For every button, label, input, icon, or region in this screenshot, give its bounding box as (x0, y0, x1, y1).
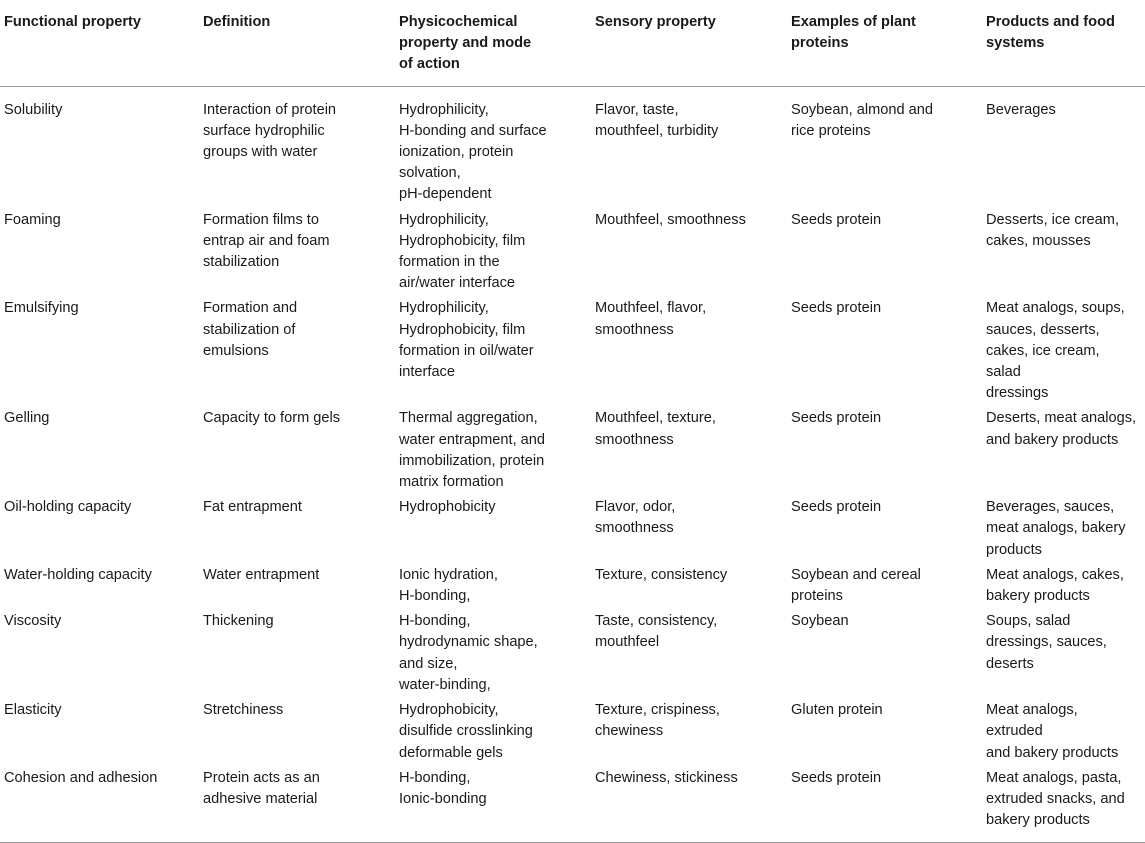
cell-definition: Interaction of protein surface hydrophilic groups with water (203, 101, 337, 161)
cell-products: Soups, salad dressings, sauces, deserts (986, 613, 1107, 672)
cell-examples: Seeds protein (791, 300, 882, 317)
header-physicochemical: Physicochemical property and mode of action (395, 4, 591, 86)
cell-definition: Formation films to entrap air and foam stabilization (203, 211, 330, 271)
table-row (0, 610, 1145, 699)
cell-physicochemical: Hydrophobicity, disulfide crosslinking deformable gels (399, 702, 533, 761)
cell-definition: Stretchiness (203, 702, 284, 719)
table-row (0, 564, 1145, 610)
cell-physicochemical: Hydrophilicity, Hydrophobicity, film formation in oil/water interface (399, 300, 534, 381)
cell-functional-property: Oil-holding capacity (4, 499, 132, 516)
cell-examples: Soybean and cereal proteins (791, 566, 921, 605)
header-definition: Definition (199, 4, 395, 86)
cell-examples: Soybean (791, 613, 849, 630)
cell-physicochemical: Hydrophilicity, H-bonding and surface ionization, protein solvation, pH-dependent (399, 101, 547, 203)
cell-definition: Protein acts as an adhesive material (199, 767, 395, 843)
table-row (0, 407, 1145, 496)
cell-physicochemical: H-bonding, Ionic-bonding (395, 767, 591, 843)
table-row (0, 86, 1145, 209)
cell-functional-property: Gelling (4, 410, 50, 427)
cell-functional-property: Water-holding capacity (4, 566, 152, 583)
cell-examples: Seeds protein (787, 767, 982, 843)
cell-sensory: Mouthfeel, flavor, smoothness (595, 300, 707, 338)
header-row (0, 4, 1145, 86)
cell-examples: Seeds protein (791, 410, 882, 427)
cell-definition: Capacity to form gels (203, 410, 341, 427)
header-functional-property: Functional property (0, 4, 199, 86)
cell-functional-property: Foaming (4, 211, 61, 228)
cell-sensory: Texture, crispiness, chewiness (595, 702, 720, 740)
header-examples: Examples of plant proteins (787, 4, 982, 86)
table-row (0, 699, 1145, 767)
cell-products: Beverages, sauces, meat analogs, bakery products (986, 499, 1126, 558)
cell-sensory: Mouthfeel, smoothness (595, 211, 746, 228)
cell-sensory: Texture, consistency (595, 566, 728, 583)
cell-physicochemical: Thermal aggregation, water entrapment, and immobilization, protein matrix formation (399, 410, 546, 491)
table-row (0, 767, 1145, 843)
cell-functional-property: Elasticity (4, 702, 62, 719)
cell-products: Meat analogs, extruded and bakery products (986, 702, 1119, 761)
table-row (0, 297, 1145, 407)
cell-examples: Seeds protein (791, 211, 882, 228)
table-header (0, 4, 1145, 86)
table-row (0, 496, 1145, 564)
cell-products: Desserts, ice cream, cakes, mousses (986, 211, 1119, 249)
header-products: Products and food systems (982, 4, 1145, 86)
cell-definition: Water entrapment (203, 566, 320, 583)
cell-sensory: Flavor, taste, mouthfeel, turbidity (595, 101, 719, 139)
cell-definition: Formation and stabilization of emulsions (203, 300, 298, 359)
table-body (0, 86, 1145, 843)
cell-products: Meat analogs, soups, sauces, desserts, cakes, ice cream, salad dressings (986, 300, 1125, 402)
table-row (0, 209, 1145, 298)
cell-products: Beverages (986, 101, 1056, 118)
cell-products: Meat analogs, pasta, extruded snacks, and bakery products (982, 767, 1145, 843)
cell-examples: Soybean, almond and rice proteins (791, 101, 933, 139)
cell-sensory: Chewiness, stickiness (591, 767, 787, 843)
cell-functional-property: Emulsifying (4, 300, 79, 317)
cell-physicochemical: H-bonding, hydrodynamic shape, and size, water-binding, (399, 613, 538, 693)
cell-products: Deserts, meat analogs, and bakery products (986, 410, 1137, 448)
cell-functional-property: Cohesion and adhesion (0, 767, 199, 843)
cell-examples: Gluten protein (791, 702, 883, 719)
header-sensory: Sensory property (591, 4, 787, 86)
cell-examples: Seeds protein (791, 499, 882, 516)
cell-physicochemical: Hydrophilicity, Hydrophobicity, film formation in the air/water interface (399, 211, 526, 292)
cell-sensory: Mouthfeel, texture, smoothness (595, 410, 716, 448)
cell-functional-property: Viscosity (4, 613, 62, 630)
cell-physicochemical: Hydrophobicity (399, 499, 496, 516)
cell-definition: Fat entrapment (203, 499, 302, 516)
cell-sensory: Taste, consistency, mouthfeel (595, 613, 718, 651)
cell-products: Meat analogs, cakes, bakery products (986, 566, 1124, 605)
cell-sensory: Flavor, odor, smoothness (595, 499, 676, 537)
cell-physicochemical: Ionic hydration, H-bonding, (399, 566, 498, 605)
functional-properties-table (0, 4, 1145, 843)
cell-definition: Thickening (203, 613, 274, 630)
cell-functional-property: Solubility (4, 101, 63, 118)
